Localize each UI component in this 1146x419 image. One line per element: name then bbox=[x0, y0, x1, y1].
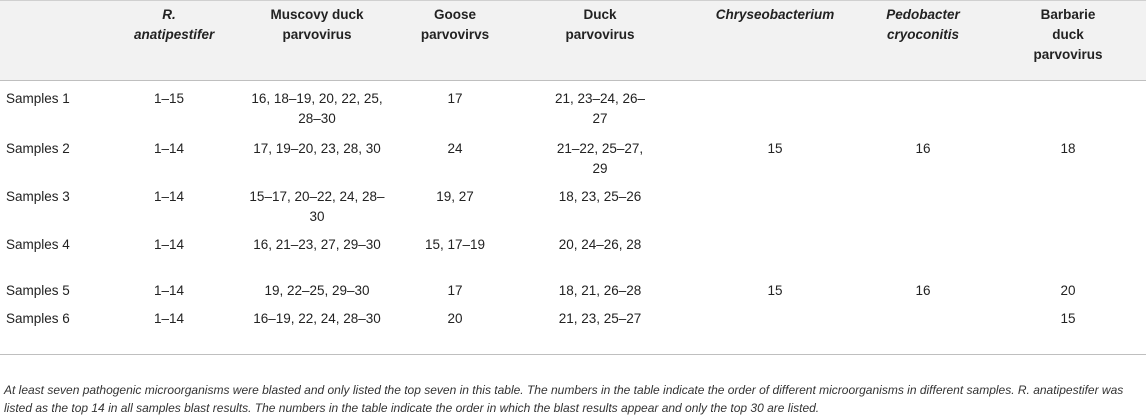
cell-r-anatipestifer: 1–14 bbox=[153, 188, 185, 204]
cell-chryseobacterium bbox=[694, 301, 856, 355]
cell-pedobacter: 16 bbox=[915, 140, 931, 156]
table-row bbox=[0, 301, 1146, 355]
cell-goose: 20 bbox=[447, 310, 463, 326]
header-goose-parvovirus: Goose parvovirvs bbox=[404, 1, 506, 81]
row-label: Samples 2 bbox=[6, 140, 70, 156]
cell-pedobacter bbox=[856, 301, 990, 355]
header-chryseobacterium: Chryseobacterium bbox=[694, 1, 856, 81]
cell-r-anatipestifer: 1–14 bbox=[153, 236, 185, 252]
cell-duck: 20, 24–26, 28 bbox=[558, 236, 642, 252]
cell-muscovy: 17, 19–20, 23, 28, 30 bbox=[253, 140, 381, 156]
table-row bbox=[0, 81, 1146, 131]
row-label: Samples 5 bbox=[6, 282, 70, 298]
cell-goose: 15, 17–19 bbox=[424, 236, 486, 252]
cell-goose: 24 bbox=[447, 140, 463, 156]
cell-duck: 18, 23, 25–26 bbox=[558, 188, 642, 204]
cell-goose: 17 bbox=[447, 91, 463, 106]
cell-goose: 17 bbox=[447, 282, 463, 298]
row-label: Samples 3 bbox=[6, 188, 70, 204]
table-row bbox=[0, 179, 1146, 227]
header-pedobacter-cryoconitis: Pedobacter cryoconitis bbox=[856, 1, 990, 81]
cell-barbarie bbox=[990, 81, 1146, 131]
cell-barbarie bbox=[990, 179, 1146, 227]
row-label: Samples 6 bbox=[6, 310, 70, 326]
header-duck-parvovirus: Duck parvovirus bbox=[506, 1, 694, 81]
table-row bbox=[0, 227, 1146, 273]
cell-pedobacter: 16 bbox=[915, 282, 931, 298]
header-r-anatipestifer: R. anatipestifer bbox=[108, 1, 230, 81]
cell-pedobacter bbox=[856, 81, 990, 131]
header-empty bbox=[0, 1, 108, 81]
cell-muscovy: 19, 22–25, 29–30 bbox=[264, 282, 370, 298]
cell-chryseobacterium: 15 bbox=[767, 282, 783, 298]
cell-duck: 18, 21, 26–28 bbox=[558, 282, 642, 298]
table-row bbox=[0, 131, 1146, 179]
cell-pedobacter bbox=[856, 227, 990, 273]
cell-r-anatipestifer: 1–15 bbox=[153, 91, 185, 106]
cell-r-anatipestifer: 1–14 bbox=[153, 140, 185, 156]
table-header-row bbox=[0, 1, 1146, 81]
cell-chryseobacterium bbox=[694, 227, 856, 273]
cell-barbarie: 15 bbox=[1060, 310, 1076, 326]
cell-chryseobacterium: 15 bbox=[767, 140, 783, 156]
cell-barbarie: 20 bbox=[1060, 282, 1076, 298]
cell-muscovy: 16, 18–19, 20, 22, 25, 28–30 bbox=[251, 91, 383, 126]
header-barbarie-duck-parvovirus: Barbarie duck parvovirus bbox=[990, 1, 1146, 81]
row-label: Samples 4 bbox=[6, 236, 70, 252]
cell-muscovy: 15–17, 20–22, 24, 28–30 bbox=[249, 188, 385, 224]
table-footnote: At least seven pathogenic microorganisms were blasted and only listed the top seven in this table. The numbers in the table indicate the order of different microorganisms in different samples. R. anatipestifer was listed as the top 14 in all samples blast results. The numbers in the table indicate the order in which the blast results appear and only the top 30 are listed. bbox=[4, 383, 1124, 415]
cell-barbarie bbox=[990, 227, 1146, 273]
cell-pedobacter bbox=[856, 179, 990, 227]
cell-duck: 21, 23, 25–27 bbox=[558, 310, 642, 326]
cell-r-anatipestifer: 1–14 bbox=[153, 282, 185, 298]
cell-chryseobacterium bbox=[694, 179, 856, 227]
cell-goose: 19, 27 bbox=[436, 188, 474, 204]
cell-muscovy: 16, 21–23, 27, 29–30 bbox=[253, 236, 381, 252]
cell-chryseobacterium bbox=[694, 81, 856, 131]
header-muscovy-duck-parvovirus: Muscovy duck parvovirus bbox=[230, 1, 404, 81]
cell-duck: 21–22, 25–27, 29 bbox=[556, 140, 644, 176]
cell-barbarie: 18 bbox=[1060, 140, 1076, 156]
cell-muscovy: 16–19, 22, 24, 28–30 bbox=[253, 310, 381, 326]
row-label: Samples 1 bbox=[6, 91, 70, 106]
table-row bbox=[0, 273, 1146, 301]
cell-duck: 21, 23–24, 26–27 bbox=[554, 91, 646, 126]
cell-r-anatipestifer: 1–14 bbox=[153, 310, 185, 326]
